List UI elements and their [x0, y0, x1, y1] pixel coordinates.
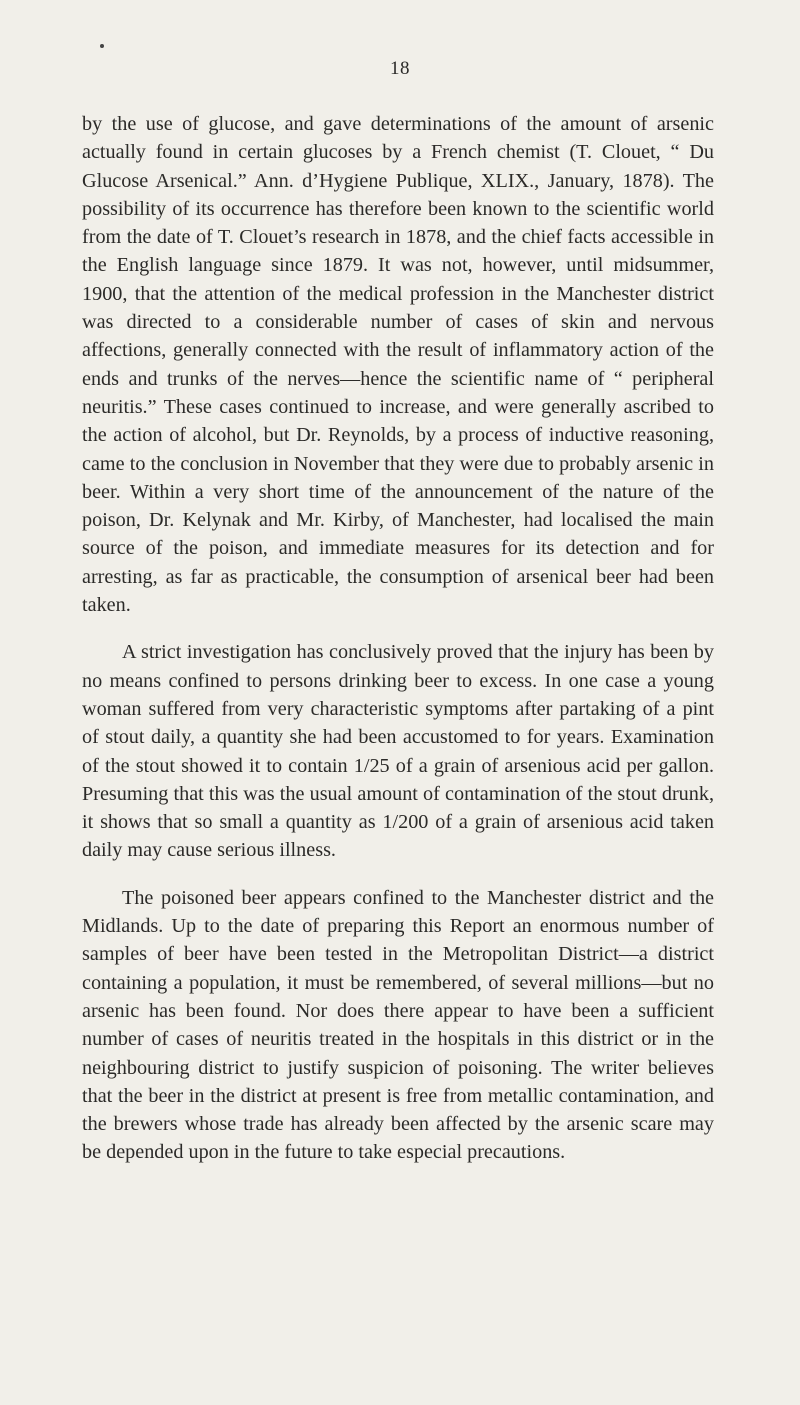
paragraph-glucose-history: by the use of glucose, and gave determinations of the amount of arsenic actually found in certain glucoses by a French chemist (T. Clouet, “ Du Glucose Arsenical.” Ann. d’Hygiene Publique, XLIX., January, 1878). The possibility of its occurrence has therefore been known to the scientific world from the date of T. Clouet’s research in 1878, and the chief facts accessible in the English language since 1879. It was not, however, until midsummer, 1900, that the attention of the medical profession in the Manchester district was directed to a considerable number of cases of skin and nervous affections, generally connected with the result of inflammatory action of the ends and trunks of the nerves—hence the scientific name of “ peripheral neuritis.” These cases continued to increase, and were generally ascribed to the action of alcohol, but Dr. Reynolds, by a process of inductive reasoning, came to the conclusion in November that they were due to probably arsenic in beer. Within a very short time of the announcement of the nature of the poison, Dr. Kelynak and Mr. Kirby, of Manchester, had localised the main source of the poison, and immediate measures for its detection and for arresting, as far as practicable, the consumption of arsenical beer had been taken.	[82, 113, 714, 617]
page-number: 18	[390, 58, 410, 79]
paragraph-poisoned-beer: The poisoned beer appears confined to the Manchester district and the Midlands. Up to the date of preparing this Report an enormous number of samples of beer have been tested in the Metropolitan District—a district containing a population, it must be remembered, of several millions—but no arsenic has been found. Nor does there appear to have been a sufficient number of cases of neuritis treated in the hospitals in this district or in the neighbouring district to justify suspicion of poisoning. The writer believes that the beer in the district at present is free from metallic contamination, and the brewers whose trade has already been affected by the arsenic scare may be depended upon in the future to take especial precautions.	[82, 886, 714, 1164]
body-text	[82, 110, 714, 1186]
paragraph-investigation: A strict investigation has conclusively proved that the injury has been by no means confined to persons drinking beer to excess. In one case a young woman suffered from very characteristic symptoms after partaking of a pint of stout daily, a quantity she had been accustomed to for years. Examination of the stout showed it to contain 1/25 of a grain of arsenious acid per gallon. Presuming that this was the usual amount of contamination of the stout drunk, it shows that so small a quantity as 1/200 of a grain of arsenious acid taken daily may cause serious illness.	[82, 641, 714, 862]
ink-speck	[100, 44, 104, 48]
